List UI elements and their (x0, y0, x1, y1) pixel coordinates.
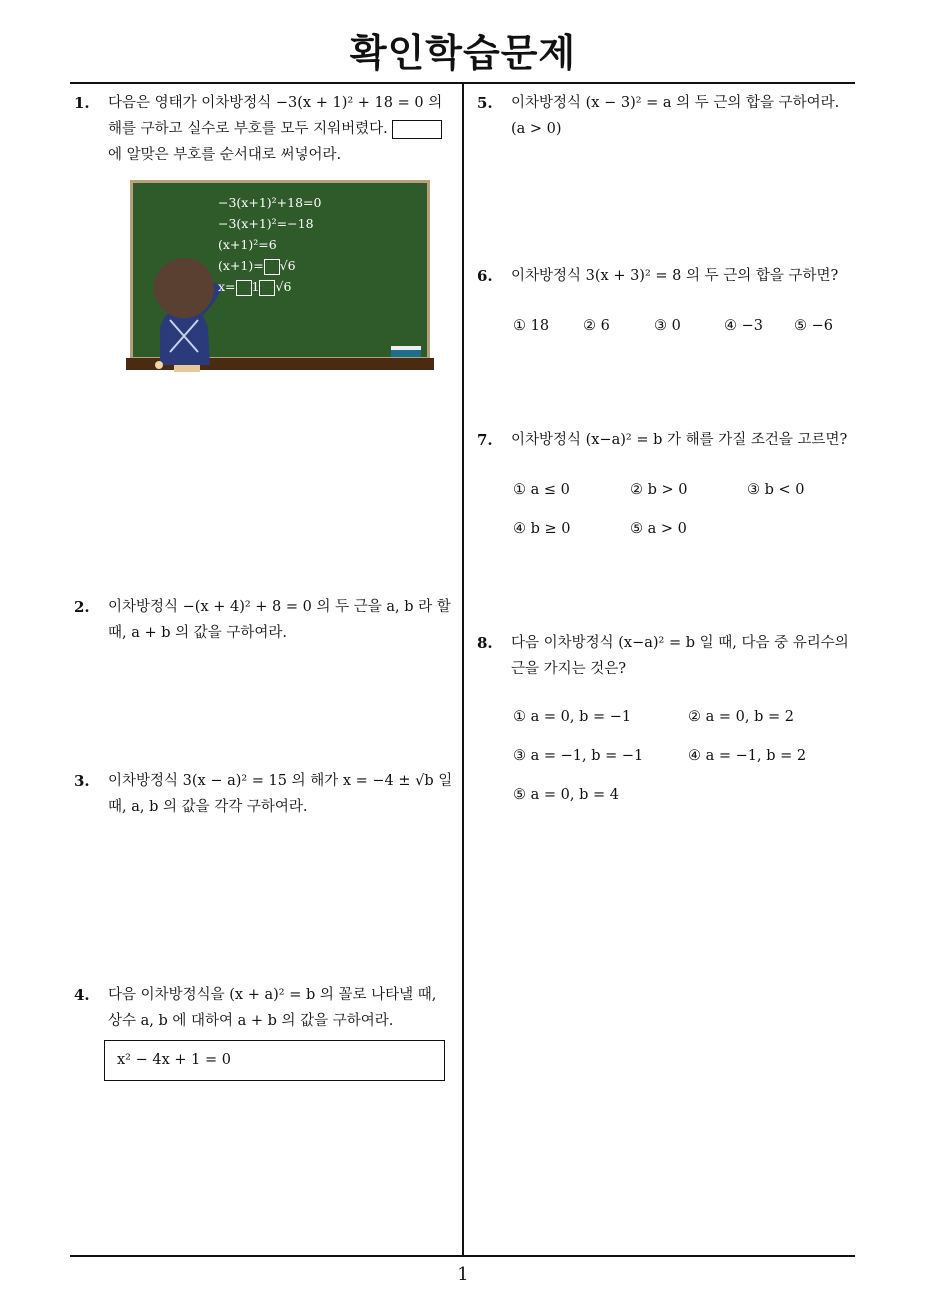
question-number: 4. (74, 986, 90, 1004)
choice-option[interactable]: ② a = 0, b = 2 (688, 709, 794, 725)
choice-option[interactable]: ④ −3 (724, 318, 763, 334)
bottom-rule (70, 1255, 855, 1257)
question-number: 3. (74, 772, 90, 790)
choice-option[interactable]: ⑤ a = 0, b = 4 (513, 787, 619, 803)
question-text: 상수 a, b 에 대하여 a + b 의 값을 구하여라. (108, 1013, 394, 1029)
question-7 (477, 427, 867, 453)
question-text: 이차방정식 3(x + 3)² = 8 의 두 근의 합을 구하면? (511, 268, 839, 284)
page-number: 1 (457, 1264, 469, 1285)
question-number: 1. (74, 94, 90, 112)
choice-option[interactable]: ① a ≤ 0 (513, 482, 570, 498)
choice-option[interactable]: ③ 0 (654, 318, 681, 334)
answer-blank-box (392, 120, 442, 139)
board-line-2: −3(x+1)²=−18 (218, 216, 314, 231)
question-text: (a > 0) (511, 121, 562, 137)
question-number: 2. (74, 598, 90, 616)
question-2 (74, 594, 459, 646)
question-text: 이차방정식 (x−a)² = b 가 해를 가질 조건을 고르면? (511, 432, 848, 448)
question-number: 8. (477, 634, 493, 652)
question-8 (477, 630, 867, 682)
board-text: √6 (279, 258, 296, 273)
question-text: 때, a + b 의 값을 구하여라. (108, 625, 288, 641)
choice-option[interactable]: ① a = 0, b = −1 (513, 709, 632, 725)
blank-square (236, 280, 252, 296)
board-line-4 (218, 258, 296, 275)
board-line-3: (x+1)²=6 (218, 237, 277, 252)
board-text: √6 (275, 279, 292, 294)
equation-box: x² − 4x + 1 = 0 (104, 1040, 445, 1081)
question-1 (74, 90, 459, 168)
question-text: 이차방정식 3(x − a)² = 15 의 해가 x = −4 ± √b 일 (108, 773, 453, 789)
choice-option[interactable]: ① 18 (513, 318, 550, 334)
question-text: 근을 가지는 것은? (511, 661, 627, 677)
blank-square (264, 259, 280, 275)
board-line-5 (218, 279, 291, 296)
question-text: 다음 이차방정식을 (x + a)² = b 의 꼴로 나타낼 때, (108, 987, 437, 1003)
blank-square (259, 280, 275, 296)
board-text: 1 (251, 279, 260, 294)
choice-option[interactable]: ③ a = −1, b = −1 (513, 748, 644, 764)
board-line-1: −3(x+1)²+18=0 (218, 195, 322, 210)
question-6 (477, 263, 867, 289)
question-number: 7. (477, 431, 493, 449)
question-text: 이차방정식 (x − 3)² = a 의 두 근의 합을 구하여라. (511, 95, 840, 111)
choice-option[interactable]: ② b > 0 (630, 482, 688, 498)
question-text: 해를 구하고 실수로 부호를 모두 지워버렸다. (108, 121, 388, 137)
question-text: 이차방정식 −(x + 4)² + 8 = 0 의 두 근을 a, b 라 할 (108, 599, 451, 615)
question-4 (74, 982, 459, 1034)
question-text: 에 알맞은 부호를 순서대로 써넣어라. (108, 147, 342, 163)
question-text: 다음 이차방정식 (x−a)² = b 일 때, 다음 중 유리수의 (511, 635, 849, 651)
page-title: 확인학습문제 (349, 31, 577, 75)
choice-option[interactable]: ④ a = −1, b = 2 (688, 748, 807, 764)
choice-option[interactable]: ② 6 (583, 318, 610, 334)
chalkboard-illustration (126, 180, 434, 372)
choice-option[interactable]: ⑤ −6 (794, 318, 833, 334)
question-number: 6. (477, 267, 493, 285)
question-text: 때, a, b 의 값을 각각 구하여라. (108, 799, 308, 815)
choice-option[interactable]: ④ b ≥ 0 (513, 521, 571, 537)
column-divider (462, 83, 464, 1256)
question-text: 다음은 영태가 이차방정식 −3(x + 1)² + 18 = 0 의 (108, 95, 443, 111)
choice-option[interactable]: ⑤ a > 0 (630, 521, 687, 537)
board-text: (x+1)= (218, 258, 264, 273)
choice-option[interactable]: ③ b < 0 (747, 482, 805, 498)
question-5 (477, 90, 867, 142)
question-number: 5. (477, 94, 493, 112)
question-3 (74, 768, 459, 820)
board-text: x= (218, 279, 236, 294)
